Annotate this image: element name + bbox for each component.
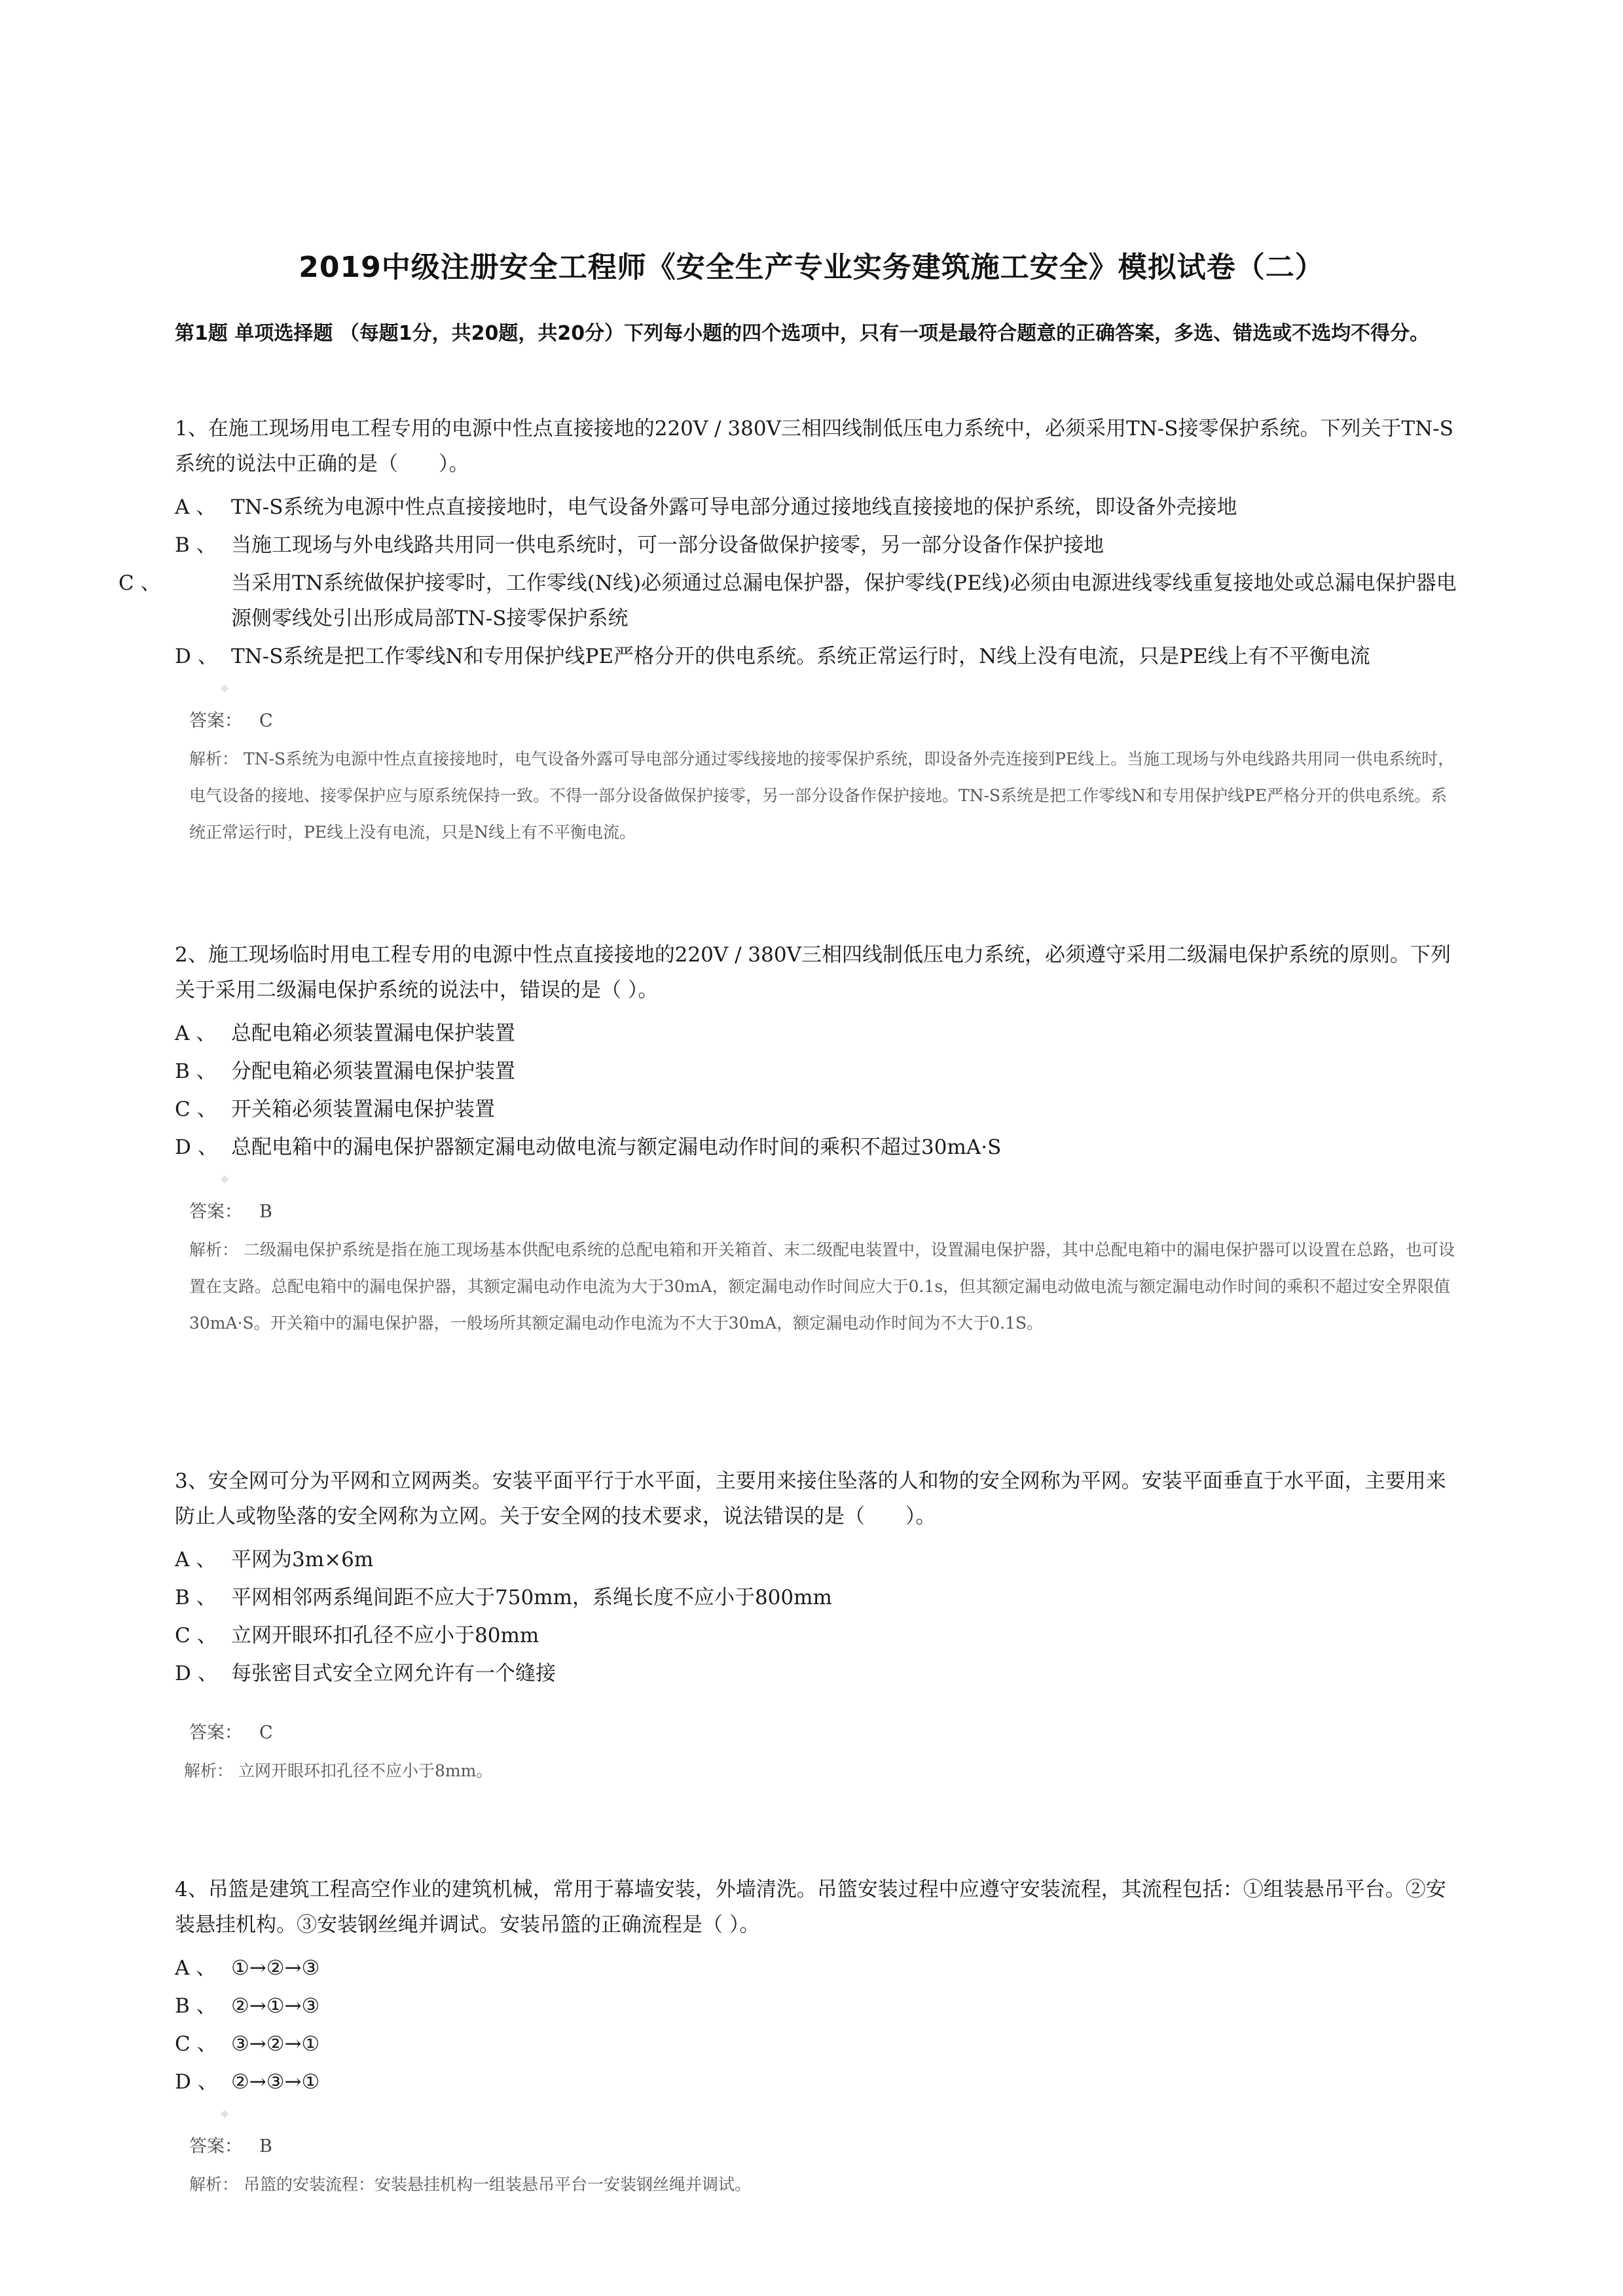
option-label: A 、 (175, 1956, 217, 1980)
option-label: D 、 (175, 1136, 218, 1159)
analysis-body: 吊篮的安装流程：安装悬挂机构一组装悬吊平台一安装钢丝绳并调试。 (244, 2175, 752, 2194)
analysis-body: 立网开眼环扣孔径不应小于8mm。 (238, 1761, 493, 1780)
answer-value: B (259, 2136, 272, 2157)
analysis-label: 解析： (189, 1240, 239, 1259)
answer-label: 答案： (189, 1202, 242, 1222)
option-text: 分配电箱必须装置漏电保护装置 (231, 1060, 515, 1083)
option-label: D 、 (175, 645, 218, 668)
option-text: TN-S系统为电源中性点直接接地时，电气设备外露可导电部分通过接地线直接接地的保护系统，即设备外壳接地 (231, 495, 1237, 519)
option-d[interactable] (175, 2063, 1458, 2101)
option-a[interactable] (175, 1949, 1458, 1987)
question-1 (119, 411, 1458, 851)
question-stem: 2、施工现场临时用电工程专用的电源中性点直接接地的220V / 380V三相四线制低压电力系统，必须遵守采用二级漏电保护系统的原则。下列关于采用二级漏电保护系统的说法中，错误的是（ ）。 (175, 943, 1451, 1002)
option-d[interactable] (175, 1128, 1458, 1166)
option-d[interactable] (175, 1655, 1458, 1693)
option-label: D 、 (175, 1662, 218, 1685)
answer-value: B (259, 1202, 272, 1222)
option-text: ③→②→① (231, 2032, 320, 2056)
option-a[interactable] (175, 1014, 1458, 1052)
analysis-label: 解析： (189, 2175, 239, 2194)
question-2 (175, 937, 1458, 1342)
option-b[interactable] (175, 1052, 1458, 1090)
question-stem: 1、在施工现场用电工程专用的电源中性点直接接地的220V / 380V三相四线制低压电力系统中，必须采用TN-S接零保护系统。下列关于TN-S系统的说法中正确的是（ ）。 (175, 417, 1454, 476)
option-label: B 、 (175, 1994, 217, 2018)
answer-line (189, 2132, 1458, 2161)
option-b[interactable] (175, 1987, 1458, 2025)
option-text: 开关箱必须装置漏电保护装置 (231, 1098, 495, 1121)
question-4 (175, 1872, 1458, 2203)
option-a[interactable] (175, 1541, 1458, 1579)
option-text: TN-S系统是把工作零线N和专用保护线PE严格分开的供电系统。系统正常运行时，N线上没有电流，只是PE线上有不平衡电流 (231, 645, 1370, 668)
option-c[interactable] (175, 1090, 1458, 1128)
question-stem: 4、吊篮是建筑工程高空作业的建筑机械，常用于幕墙安装，外墙清洗。吊篮安装过程中应遵守安装流程，其流程包括：①组装悬吊平台。②安装悬挂机构。③安装钢丝绳并调试。安装吊篮的正确流程是（ ）。 (175, 1878, 1446, 1937)
analysis-label: 解析： (189, 749, 239, 768)
page-title: 2019中级注册安全工程师《安全生产专业实务建筑施工安全》模拟试卷（二） (299, 251, 1324, 284)
option-label: C 、 (175, 1624, 217, 1647)
diamond-marker-icon: ◆ (221, 681, 229, 694)
option-text: ②→①→③ (231, 1994, 320, 2018)
option-label: B 、 (175, 1586, 217, 1609)
option-c[interactable] (119, 565, 1458, 636)
option-c[interactable] (175, 2025, 1458, 2063)
option-text: 当施工现场与外电线路共用同一供电系统时，可一部分设备做保护接零，另一部分设备作保护接地 (231, 533, 1104, 557)
analysis-text (189, 1232, 1458, 1342)
answer-value: C (259, 1723, 273, 1743)
option-text: 平网为3m×6m (231, 1548, 374, 1571)
answer-value: C (259, 711, 273, 731)
option-label: C 、 (175, 1098, 217, 1121)
question-3 (175, 1463, 1458, 1789)
option-a[interactable] (175, 488, 1458, 526)
option-label: B 、 (175, 533, 217, 557)
option-label: C 、 (119, 571, 161, 595)
option-text: 总配电箱必须装置漏电保护装置 (231, 1022, 515, 1045)
answer-label: 答案： (189, 711, 242, 731)
option-text: ①→②→③ (231, 1956, 320, 1980)
option-text: 当采用TN系统做保护接零时，工作零线(N线)必须通过总漏电保护器，保护零线(PE线)必须由电源进线零线重复接地处或总漏电保护器电源侧零线处引出形成局部TN-S接零保护系统 (231, 571, 1457, 630)
option-text: 总配电箱中的漏电保护器额定漏电动做电流与额定漏电动作时间的乘积不超过30mA·S (231, 1136, 1002, 1159)
analysis-text (189, 2166, 1458, 2203)
option-c[interactable] (175, 1617, 1458, 1655)
option-text: 立网开眼环扣孔径不应小于80mm (231, 1624, 539, 1647)
option-label: A 、 (175, 495, 217, 519)
answer-line (189, 1198, 1458, 1227)
option-b[interactable] (175, 526, 1458, 564)
answer-label: 答案： (189, 2136, 242, 2157)
diamond-marker-icon: ◆ (221, 2107, 229, 2119)
analysis-body: 二级漏电保护系统是指在施工现场基本供配电系统的总配电箱和开关箱首、末二级配电装置中，设置漏电保护器，其中总配电箱中的漏电保护器可以设置在总路，也可设置在支路。总配电箱中的漏电保护器，其额定漏电动作电流为大于30mA，额定漏电动作时间应大于0.1s，但其额定漏电动做电流与额定漏电动作时间的乘积不超过安全界限值30mA·S。开关箱中的漏电保护器，一般场所其额定漏电动作电流为不大于30mA，额定漏电动作时间为不大于0.1S。 (189, 1240, 1455, 1333)
answer-label: 答案： (189, 1723, 242, 1743)
analysis-body: TN-S系统为电源中性点直接接地时，电气设备外露可导电部分通过零线接地的接零保护系统，即设备外壳连接到PE线上。当施工现场与外电线路共用同一供电系统时，电气设备的接地、接零保护应与原系统保持一致。不得一部分设备做保护接零，另一部分设备作保护接地。TN-S系统是把工作零线N和专用保护线PE严格分开的供电系统。系统正常运行时，PE线上没有电流，只是N线上有不平衡电流。 (189, 749, 1455, 842)
option-text: 每张密目式安全立网允许有一个缝接 (231, 1662, 556, 1685)
analysis-text (184, 1753, 1458, 1789)
option-b[interactable] (175, 1579, 1458, 1617)
answer-line (189, 707, 1458, 736)
analysis-label: 解析： (184, 1761, 234, 1780)
option-label: A 、 (175, 1022, 217, 1045)
analysis-text (189, 741, 1458, 851)
diamond-marker-icon: ◆ (221, 1172, 229, 1185)
question-stem: 3、安全网可分为平网和立网两类。安装平面平行于水平面，主要用来接住坠落的人和物的安全网称为平网。安装平面垂直于水平面，主要用来防止人或物坠落的安全网称为立网。关于安全网的技术要求，说法错误的是（ ）。 (175, 1469, 1446, 1528)
option-label: C 、 (175, 2032, 217, 2056)
option-label: D 、 (175, 2070, 218, 2094)
option-text: 平网相邻两系绳间距不应大于750mm，系绳长度不应小于800mm (231, 1586, 832, 1609)
option-label: B 、 (175, 1060, 217, 1083)
option-d[interactable] (175, 637, 1458, 675)
option-text: ②→③→① (231, 2070, 320, 2094)
option-label: A 、 (175, 1548, 217, 1571)
section-intro: 第1题 单项选择题 （每题1分，共20题，共20分）下列每小题的四个选项中，只有一项是最符合题意的正确答案，多选、错选或不选均不得分。 (175, 322, 1430, 345)
answer-line (189, 1719, 1458, 1748)
